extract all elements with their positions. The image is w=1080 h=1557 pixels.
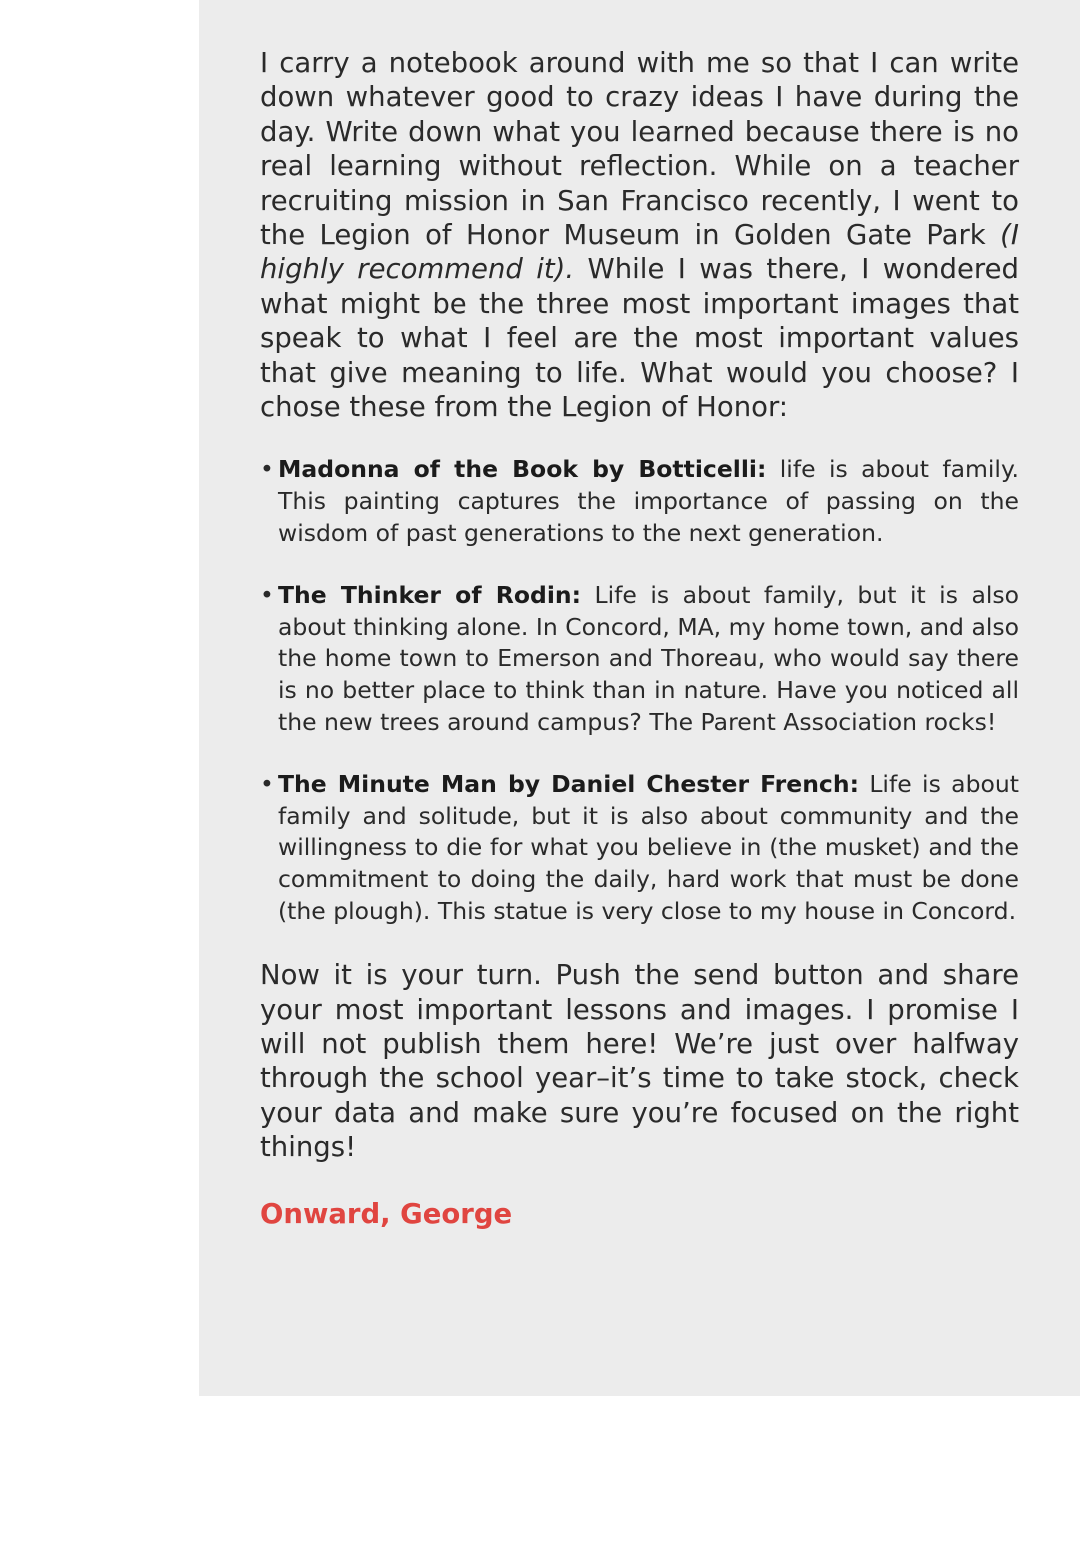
bullet-text: Life is about family and solitude, but it is also about community and the willingness to die for what you believe in (the musket) and the commitment to doing the daily, hard work that must be done (the plough). This statue is very close to my house in Concord. bbox=[278, 770, 1019, 925]
bullet-lead: The Minute Man by Daniel Chester French: bbox=[278, 770, 859, 799]
article-body bbox=[260, 46, 1019, 1231]
signoff: Onward, George bbox=[260, 1197, 513, 1230]
list-item bbox=[260, 580, 1019, 738]
bullet-dot-icon: • bbox=[260, 581, 274, 610]
bullet-lead: Madonna of the Book by Botticelli: bbox=[278, 455, 767, 484]
intro-text-before: I carry a notebook around with me so that I can write down whatever good to crazy ideas I have during the day. Write down what you learned because there is no real learning without reflection. While on a teacher recruiting mission in San Francisco recently, I went to the Legion of Honor Museum in Golden Gate Park bbox=[260, 47, 1019, 252]
bullet-text: life is about family. This painting captures the importance of passing on the wisdom of past generations to the next generation. bbox=[278, 455, 1019, 547]
artwork-list bbox=[260, 454, 1019, 927]
intro-italic-aside: (I highly recommend it). bbox=[260, 219, 1019, 286]
intro-paragraph bbox=[260, 46, 1019, 424]
bullet-lead: The Thinker of Rodin: bbox=[278, 581, 582, 610]
intro-text-after: While I was there, I wondered what might be the three most important images that speak to what I feel are the most important values that give meaning to life. What would you choose? I chose these from the Legion of Honor: bbox=[260, 253, 1019, 424]
list-item bbox=[260, 769, 1019, 927]
bullet-dot-icon: • bbox=[260, 770, 274, 799]
closing-paragraph: Now it is your turn. Push the send button and share your most important lessons and images. I promise I will not publish them here! We’re just over halfway through the school year–it’s time to take stock, check your data and make sure you’re focused on the right things! bbox=[260, 959, 1019, 1164]
bullet-text: Life is about family, but it is also about thinking alone. In Concord, MA, my home town, and also the home town to Emerson and Thoreau, who would say there is no better place to think than in nature. Have you noticed all the new trees around campus? The Parent Association rocks! bbox=[278, 581, 1020, 736]
list-item bbox=[260, 454, 1019, 549]
bullet-dot-icon: • bbox=[260, 455, 274, 484]
